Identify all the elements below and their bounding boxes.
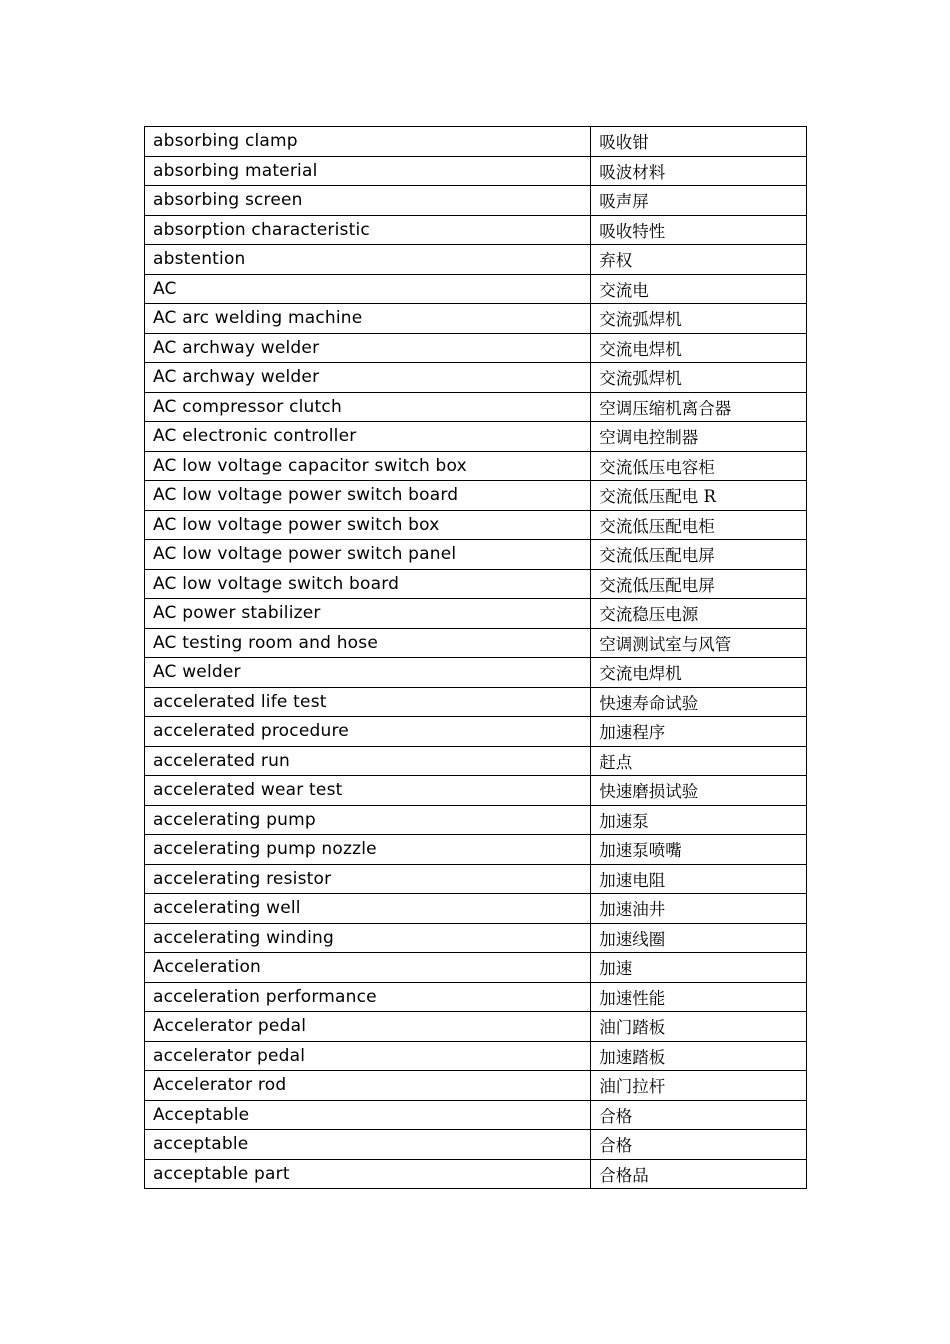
table-row bbox=[145, 923, 807, 953]
glossary-table-body bbox=[145, 127, 807, 1189]
table-row bbox=[145, 510, 807, 540]
chinese-term-cell: 赶点 bbox=[591, 746, 807, 776]
table-row bbox=[145, 717, 807, 747]
chinese-term-cell: 加速 bbox=[591, 953, 807, 983]
chinese-term-cell: 交流电 bbox=[591, 274, 807, 304]
english-term-cell: acceleration performance bbox=[145, 982, 591, 1012]
table-row bbox=[145, 805, 807, 835]
english-term-cell: Acceptable bbox=[145, 1100, 591, 1130]
table-row bbox=[145, 894, 807, 924]
table-row bbox=[145, 245, 807, 275]
english-term-cell: AC testing room and hose bbox=[145, 628, 591, 658]
table-row bbox=[145, 127, 807, 157]
chinese-term-cell: 油门踏板 bbox=[591, 1012, 807, 1042]
english-term-cell: AC bbox=[145, 274, 591, 304]
chinese-term-cell: 加速泵喷嘴 bbox=[591, 835, 807, 865]
chinese-term-cell: 吸波材料 bbox=[591, 156, 807, 186]
english-term-cell: absorbing screen bbox=[145, 186, 591, 216]
table-row bbox=[145, 451, 807, 481]
chinese-term-cell: 交流低压电容柜 bbox=[591, 451, 807, 481]
table-row bbox=[145, 540, 807, 570]
chinese-term-cell: 空调压缩机离合器 bbox=[591, 392, 807, 422]
english-term-cell: accelerating pump nozzle bbox=[145, 835, 591, 865]
table-row bbox=[145, 687, 807, 717]
chinese-term-cell: 快速磨损试验 bbox=[591, 776, 807, 806]
english-term-cell: AC arc welding machine bbox=[145, 304, 591, 334]
chinese-term-cell: 加速程序 bbox=[591, 717, 807, 747]
table-row bbox=[145, 569, 807, 599]
glossary-table bbox=[144, 126, 807, 1189]
english-term-cell: AC low voltage capacitor switch box bbox=[145, 451, 591, 481]
table-row bbox=[145, 392, 807, 422]
english-term-cell: absorbing material bbox=[145, 156, 591, 186]
english-term-cell: accelerating resistor bbox=[145, 864, 591, 894]
chinese-term-cell: 交流低压配电柜 bbox=[591, 510, 807, 540]
chinese-term-cell: 快速寿命试验 bbox=[591, 687, 807, 717]
chinese-term-cell: 交流低压配电 R bbox=[591, 481, 807, 511]
table-row bbox=[145, 304, 807, 334]
table-row bbox=[145, 1159, 807, 1189]
chinese-term-cell: 合格 bbox=[591, 1100, 807, 1130]
chinese-term-cell: 交流低压配电屏 bbox=[591, 540, 807, 570]
chinese-term-cell: 空调电控制器 bbox=[591, 422, 807, 452]
chinese-term-cell: 空调测试室与风管 bbox=[591, 628, 807, 658]
english-term-cell: AC low voltage switch board bbox=[145, 569, 591, 599]
table-row bbox=[145, 186, 807, 216]
english-term-cell: AC low voltage power switch box bbox=[145, 510, 591, 540]
chinese-term-cell: 交流低压配电屏 bbox=[591, 569, 807, 599]
table-row bbox=[145, 864, 807, 894]
chinese-term-cell: 油门拉杆 bbox=[591, 1071, 807, 1101]
chinese-term-cell: 加速油井 bbox=[591, 894, 807, 924]
english-term-cell: Acceleration bbox=[145, 953, 591, 983]
chinese-term-cell: 吸收钳 bbox=[591, 127, 807, 157]
english-term-cell: AC welder bbox=[145, 658, 591, 688]
english-term-cell: AC archway welder bbox=[145, 333, 591, 363]
english-term-cell: accelerating well bbox=[145, 894, 591, 924]
table-row bbox=[145, 422, 807, 452]
table-row bbox=[145, 1071, 807, 1101]
english-term-cell: Accelerator pedal bbox=[145, 1012, 591, 1042]
chinese-term-cell: 加速电阻 bbox=[591, 864, 807, 894]
english-term-cell: accelerating winding bbox=[145, 923, 591, 953]
english-term-cell: AC power stabilizer bbox=[145, 599, 591, 629]
chinese-term-cell: 吸收特性 bbox=[591, 215, 807, 245]
chinese-term-cell: 加速踏板 bbox=[591, 1041, 807, 1071]
english-term-cell: AC compressor clutch bbox=[145, 392, 591, 422]
english-term-cell: AC low voltage power switch board bbox=[145, 481, 591, 511]
english-term-cell: AC archway welder bbox=[145, 363, 591, 393]
english-term-cell: accelerated life test bbox=[145, 687, 591, 717]
table-row bbox=[145, 746, 807, 776]
chinese-term-cell: 合格 bbox=[591, 1130, 807, 1160]
chinese-term-cell: 交流弧焊机 bbox=[591, 304, 807, 334]
chinese-term-cell: 交流电焊机 bbox=[591, 658, 807, 688]
english-term-cell: abstention bbox=[145, 245, 591, 275]
english-term-cell: absorption characteristic bbox=[145, 215, 591, 245]
chinese-term-cell: 交流弧焊机 bbox=[591, 363, 807, 393]
table-row bbox=[145, 156, 807, 186]
table-row bbox=[145, 953, 807, 983]
chinese-term-cell: 合格品 bbox=[591, 1159, 807, 1189]
chinese-term-cell: 加速线圈 bbox=[591, 923, 807, 953]
table-row bbox=[145, 1012, 807, 1042]
table-row bbox=[145, 1041, 807, 1071]
english-term-cell: acceptable bbox=[145, 1130, 591, 1160]
table-row bbox=[145, 333, 807, 363]
chinese-term-cell: 弃权 bbox=[591, 245, 807, 275]
table-row bbox=[145, 215, 807, 245]
table-row bbox=[145, 1100, 807, 1130]
english-term-cell: Accelerator rod bbox=[145, 1071, 591, 1101]
table-row bbox=[145, 363, 807, 393]
table-row bbox=[145, 776, 807, 806]
chinese-term-cell: 交流电焊机 bbox=[591, 333, 807, 363]
english-term-cell: accelerator pedal bbox=[145, 1041, 591, 1071]
table-row bbox=[145, 982, 807, 1012]
english-term-cell: AC electronic controller bbox=[145, 422, 591, 452]
chinese-term-cell: 交流稳压电源 bbox=[591, 599, 807, 629]
chinese-term-cell: 加速泵 bbox=[591, 805, 807, 835]
table-row bbox=[145, 481, 807, 511]
table-row bbox=[145, 599, 807, 629]
english-term-cell: accelerating pump bbox=[145, 805, 591, 835]
english-term-cell: absorbing clamp bbox=[145, 127, 591, 157]
table-row bbox=[145, 1130, 807, 1160]
chinese-term-cell: 吸声屏 bbox=[591, 186, 807, 216]
table-row bbox=[145, 658, 807, 688]
table-row bbox=[145, 835, 807, 865]
english-term-cell: AC low voltage power switch panel bbox=[145, 540, 591, 570]
english-term-cell: acceptable part bbox=[145, 1159, 591, 1189]
table-row bbox=[145, 628, 807, 658]
english-term-cell: accelerated wear test bbox=[145, 776, 591, 806]
english-term-cell: accelerated run bbox=[145, 746, 591, 776]
english-term-cell: accelerated procedure bbox=[145, 717, 591, 747]
table-row bbox=[145, 274, 807, 304]
chinese-term-cell: 加速性能 bbox=[591, 982, 807, 1012]
